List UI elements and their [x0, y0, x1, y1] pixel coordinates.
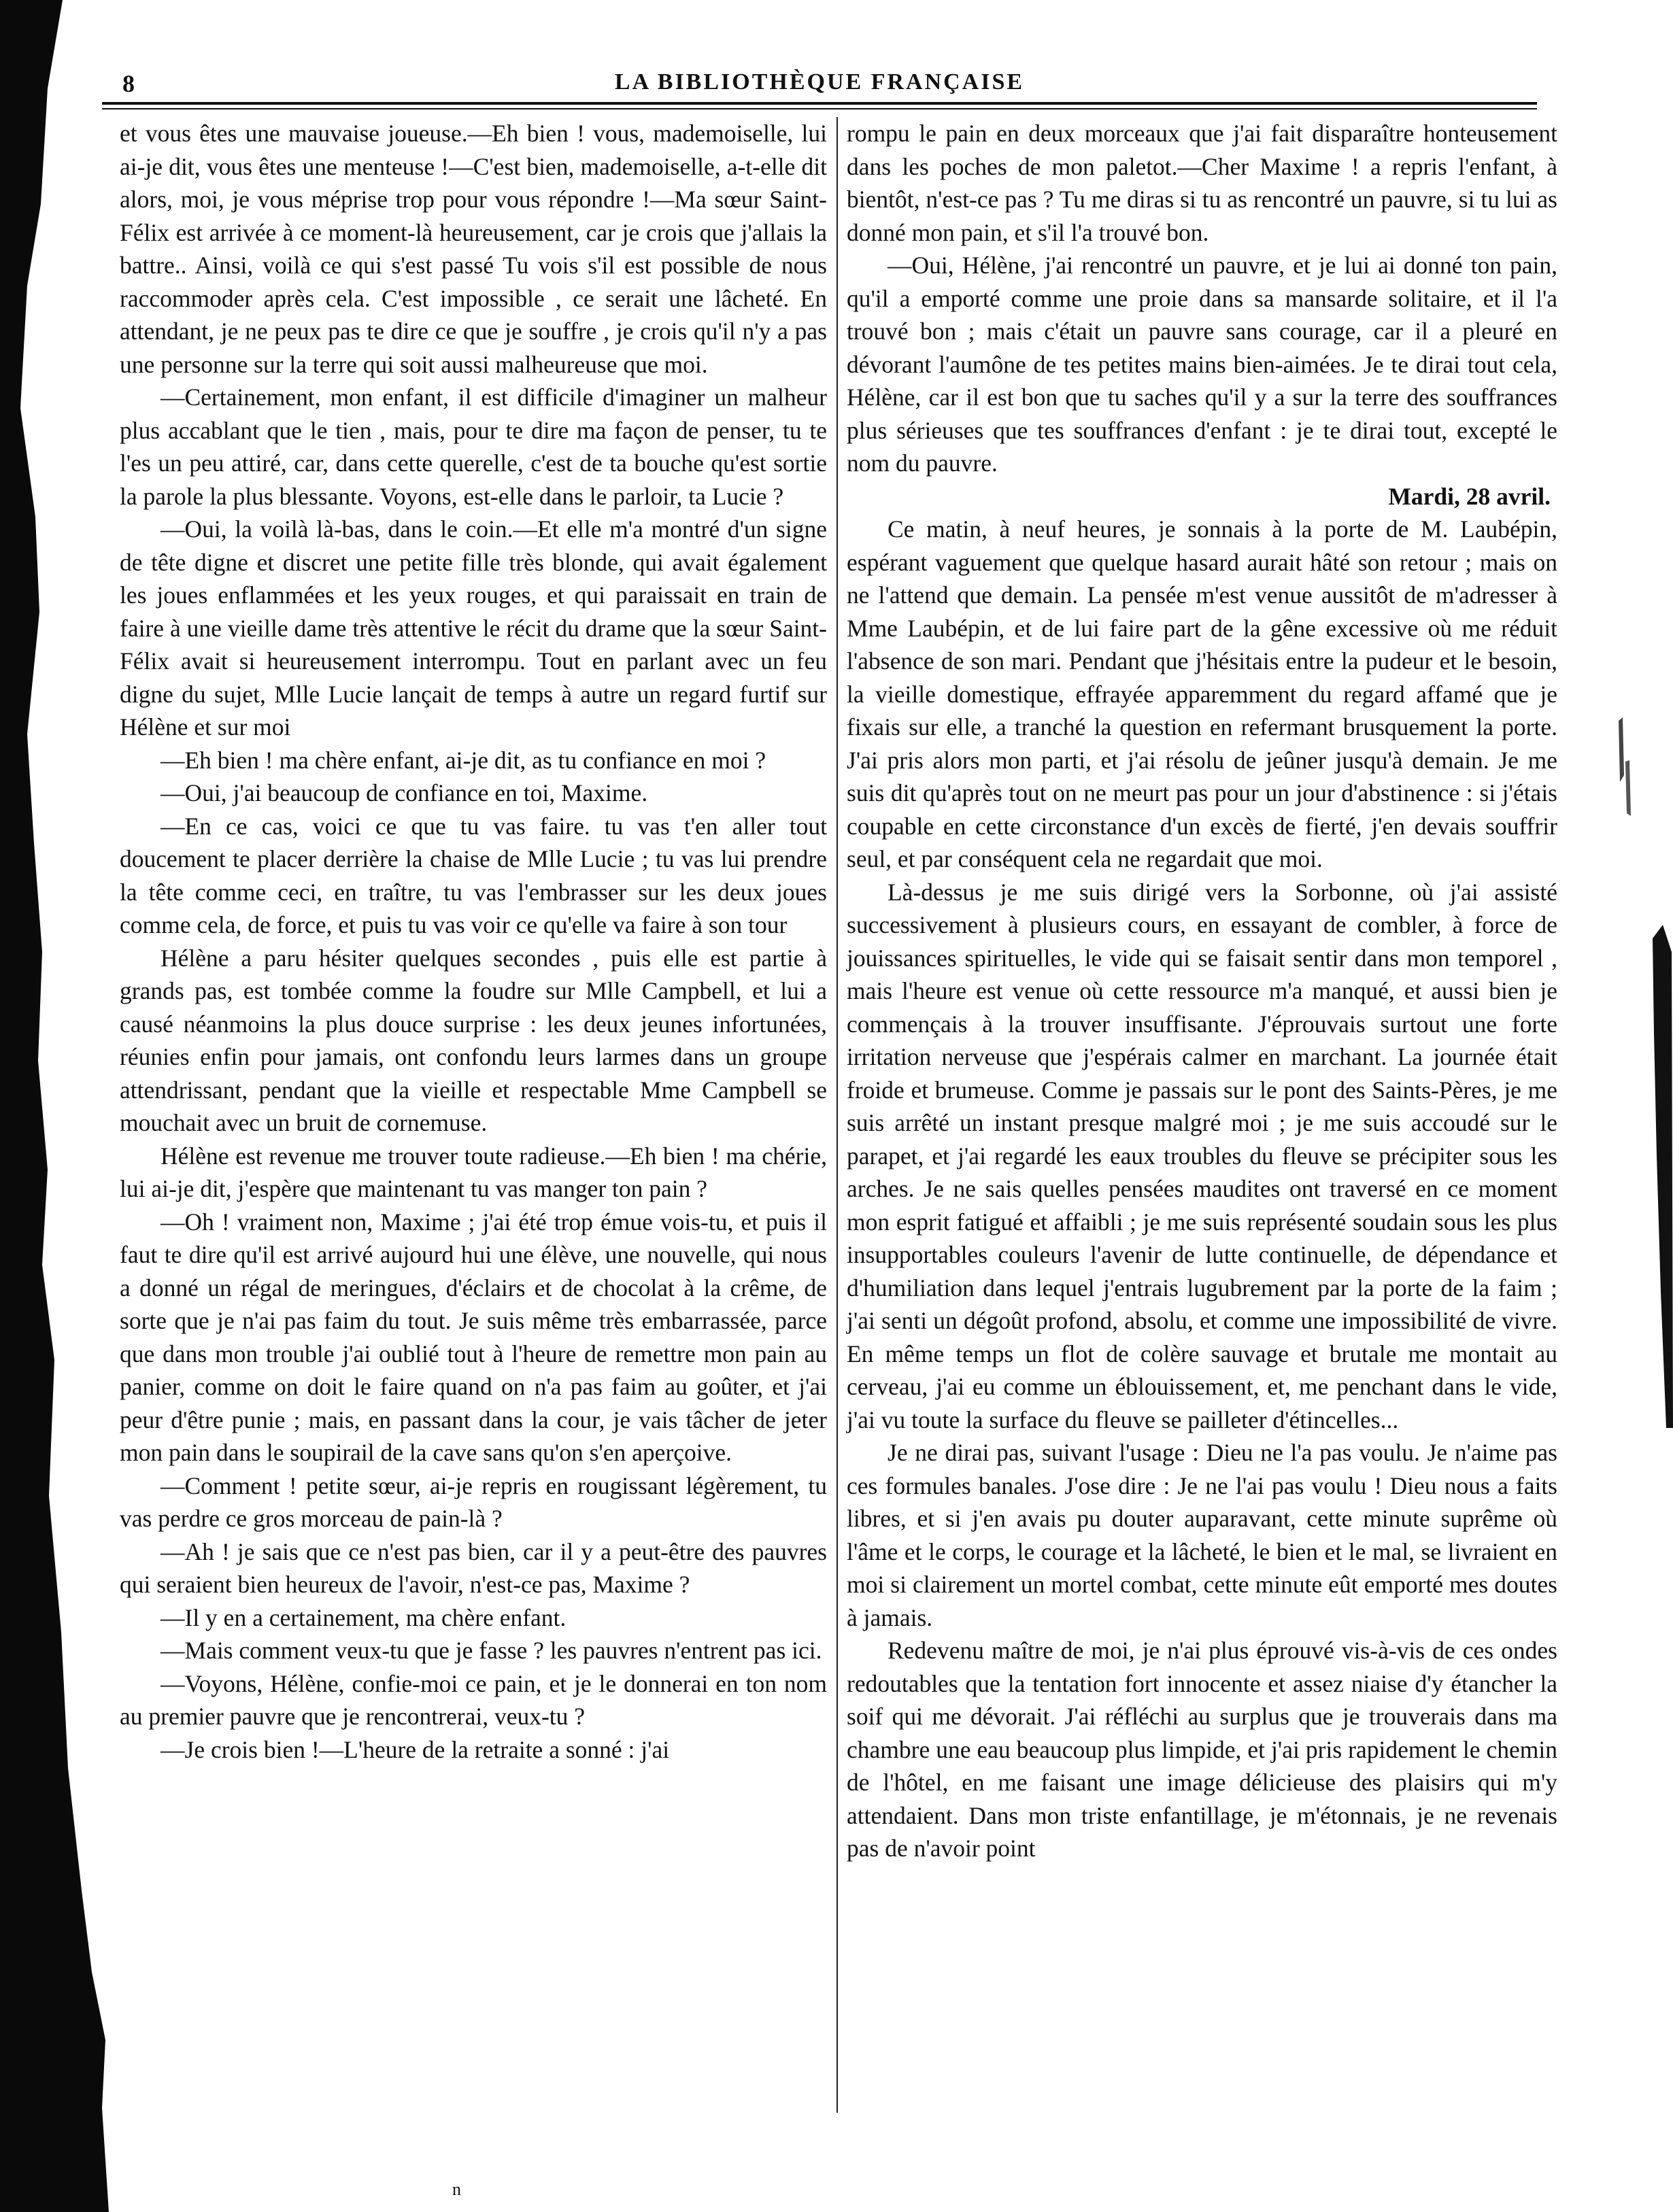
- paragraph: —Ah ! je sais que ce n'est pas bien, car il y a peut-être des pauvres qui seraient bien heureux de l'avoir, n'est-ce pas, Maxime ?: [120, 1537, 827, 1598]
- paragraph: Redevenu maître de moi, je n'ai plus éprouvé vis-à-vis de ces ondes redoutables que la tentation fort innocente et assez niaise d'y étancher la soif qui me dévorait. J'ai réfléchi au surplus que je trouverais dans ma chambre une eau beaucoup plus limpide, et j'ai pris rapidement le chemin de l'hôtel, en me faisant une image délicieuse des plaisirs qui m'y attendaient. Dans mon triste enfantillage, je m'étonnais, je ne revenais pas de n'avoir point: [847, 1637, 1557, 1862]
- paragraph: —Je crois bien !—L'heure de la retraite a sonné : j'ai: [160, 1735, 670, 1763]
- continued-paragraph: rompu le pain en deux morceaux que j'ai fait disparaître honteusement dans les poches de mon paletot.—Cher Maxime ! a repris l'enfant, à bientôt, n'est-ce pas ? Tu me diras si tu as rencontré un pauvre, si tu lui as donné mon pain, et s'il l'a trouvé bon.: [847, 120, 1557, 246]
- text-column-left: [120, 117, 827, 1766]
- page-number: 8: [122, 70, 135, 97]
- header-rule: [102, 102, 1537, 105]
- paragraph: Hélène est revenue me trouver toute radieuse.—Eh bien ! ma chérie, lui ai-je dit, j'espère que maintenant tu vas manger ton pain ?: [120, 1142, 827, 1202]
- paragraph: Hélène a paru hésiter quelques secondes , puis elle est partie à grands pas, est tombée comme la foudre sur Mlle Campbell, et lui a causé néanmoins la plus douce surprise : les deux jeunes infortunées, réunies enfin pour jamais, ont confondu leurs larmes dans un groupe attendrissant, pendant que la vieille et respectable Mme Campbell se mouchait avec un bruit de cornemuse.: [120, 944, 827, 1136]
- journal-title: LA BIBLIOTHÈQUE FRANÇAISE: [614, 69, 1025, 95]
- paragraph: —En ce cas, voici ce que tu vas faire. tu vas t'en aller tout doucement te placer derrière la chaise de Mlle Lucie ; tu vas lui prendre la tête comme ceci, en traître, tu vas l'embrasser sur les deux joues comme cela, de force, et puis tu vas voir ce qu'elle va faire à son tour: [120, 812, 827, 938]
- paragraph: —Eh bien ! ma chère enfant, ai-je dit, as tu confiance en moi ?: [160, 746, 766, 774]
- paragraph: Là-dessus je me suis dirigé vers la Sorbonne, où j'ai assisté successivement à plusieurs cours, en essayant de combler, à force de jouissances spirituelles, le vide qui se faisait sentir dans mon temporel , mais l'heure est venue où cette ressource m'a manqué, et aussi bien je commençais à la trouver insuffisante. J'éprouvais surtout une forte irritation nerveuse que j'espérais calmer en marchant. La journée était froide et brumeuse. Comme je passais sur le pont des Saints-Pères, je me suis arrêté un instant presque malgré moi ; je me suis accoudé sur le parapet, et j'ai regardé les eaux troubles du fleuve se précipiter sous les arches. Je ne sais quelles pensées maudites ont traversé en ce moment mon esprit fatigué et affaibli ; je me suis représenté soudain sous les plus insupportables couleurs l'avenir de lutte continuelle, de dépendance et d'humiliation dans lequel j'entrais lugubrement par la porte de la faim ; j'ai senti un dégoût profond, absolu, et comme une impossibilité de vivre. En même temps un flot de colère sauvage et brutale me montait au cerveau, j'ai eu comme un éblouissement, et, me penchant dans le vide, j'ai vu toute la surface du fleuve se pailleter d'étincelles...: [847, 878, 1557, 1433]
- paragraph: et vous êtes une mauvaise joueuse.—Eh bien ! vous, mademoiselle, lui ai-je dit, vous êtes une menteuse !—C'est bien, mademoiselle, a-t-elle dit alors, moi, je vous méprise trop pour vous répondre !—Ma sœur Saint-Félix est arrivée à ce moment-là heureusement, car je crois que j'allais la battre.. Ainsi, voilà ce qui s'est passé Tu vois s'il est possible de nous raccommoder après cela. C'est impossible , ce serait une lâcheté. En attendant, je ne peux pas te dire ce que je souffre , je crois qu'il n'y a pas une personne sur la terre qui soit aussi malheureuse que moi.: [120, 120, 827, 378]
- paragraph: —Il y en a certainement, ma chère enfant.: [160, 1603, 567, 1631]
- paragraph: —Oui, Hélène, j'ai rencontré un pauvre, et je lui ai donné ton pain, qu'il a emporté comme une proie dans sa mansarde solitaire, et il l'a trouvé bon ; mais c'était un pauvre sans courage, car il a pleuré en dévorant l'aumône de tes petites mains bien-aimées. Je te dirai tout cela, Hélène, car il est bon que tu saches qu'il y a sur la terre des souffrances plus sérieuses que tes souffrances d'enfant : je te dirai tout, excepté le nom du pauvre.: [847, 252, 1557, 477]
- paragraph-group-before-date: [847, 249, 1557, 480]
- paragraph: Ce matin, à neuf heures, je sonnais à la porte de M. Laubépin, espérant vaguement que quelque hasard aurait hâté son retour ; mais on ne l'attend que demain. La pensée m'est venue aussitôt de m'adresser à Mme Laubépin, et de lui faire part de la gêne excessive où me réduit l'absence de son mari. Pendant que j'hésitais entre la pudeur et le besoin, la vieille domestique, effrayée apparemment du regard affamé que je fixais sur elle, a tranché la question en refermant brusquement la porte. J'ai pris alors mon parti, et j'ai résolu de jeûner jusqu'à demain. Je me suis dit qu'après tout on ne meurt pas pour un jour d'abstinence : si j'étais coupable en cette circonstance d'un excès de fierté, j'en devais souffrir seul, et par conséquent cela ne regardait que moi.: [847, 515, 1557, 872]
- paragraph: Je ne dirai pas, suivant l'usage : Dieu ne l'a pas voulu. Je n'aime pas ces formules banales. J'ose dire : Je ne l'ai pas voulu ! Dieu nous a faits libres, et si j'en avais pu douter auparavant, cette minute suprême où l'âme et le corps, le courage et la lâcheté, le bien et le mal, se livraient en moi si clairement un mortel combat, cette minute eût emporté mes doutes à jamais.: [847, 1439, 1557, 1631]
- paragraph: —Oui, la voilà là-bas, dans le coin.—Et elle m'a montré d'un signe de tête digne et discret une petite fille très blonde, qui avait également les joues enflammées et les yeux rouges, et qui paraissait en train de faire à une vieille dame très attentive le récit du drame que la sœur Saint-Félix avait si heureusement interrompu. Tout en parlant avec un feu digne du sujet, Mlle Lucie lançait de temps à autre un regard furtif sur Hélène et sur moi: [120, 515, 827, 741]
- paragraph: —Oui, j'ai beaucoup de confiance en toi, Maxime.: [160, 779, 648, 806]
- text-column-right: [847, 117, 1557, 1865]
- paragraph: —Comment ! petite sœur, ai-je repris en rougissant légèrement, tu vas perdre ce gros morceau de pain-là ?: [120, 1471, 827, 1532]
- paragraph: —Certainement, mon enfant, il est difficile d'imaginer un malheur plus accablant que le tien , mais, pour te dire ma façon de penser, tu te l'es un peu attiré, car, dans cette querelle, c'est de ta bouche qu'est sortie la parole la plus blessante. Voyons, est-elle dans le parloir, ta Lucie ?: [120, 384, 827, 510]
- paragraph-group-after-date: [847, 513, 1557, 1865]
- paragraph: —Mais comment veux-tu que je fasse ? les pauvres n'entrent pas ici.: [160, 1637, 822, 1664]
- paragraph: —Voyons, Hélène, confie-moi ce pain, et je le donnerai en ton nom au premier pauvre que je rencontrerai, veux-tu ?: [120, 1669, 827, 1730]
- footer-mark: n: [452, 2179, 461, 2199]
- torn-page-edge: [0, 0, 109, 2212]
- paragraph: —Oh ! vraiment non, Maxime ; j'ai été trop émue vois-tu, et puis il faut te dire qu'il est arrivé aujourd hui une élève, une nouvelle, qui nous a donné un régal de meringues, d'éclairs et de chocolat à la crême, de sorte que je n'ai pas faim du tout. Je suis même très embarrassée, parce que dans mon trouble j'ai oublié tout à l'heure de remettre mon pain au panier, comme on doit le faire quand on n'a pas faim au goûter, et j'ai peur d'être punie ; mais, en passant dans la cour, je vais tâcher de jeter mon pain dans le soupirail de la cave sans qu'on s'en aperçoive.: [120, 1208, 827, 1466]
- page-header: [102, 69, 1537, 97]
- margin-scan-marks: [1612, 680, 1673, 1428]
- diary-date-heading: Mardi, 28 avril.: [1388, 482, 1551, 510]
- header-rule-thin: [102, 108, 1537, 109]
- column-divider: [836, 117, 838, 2113]
